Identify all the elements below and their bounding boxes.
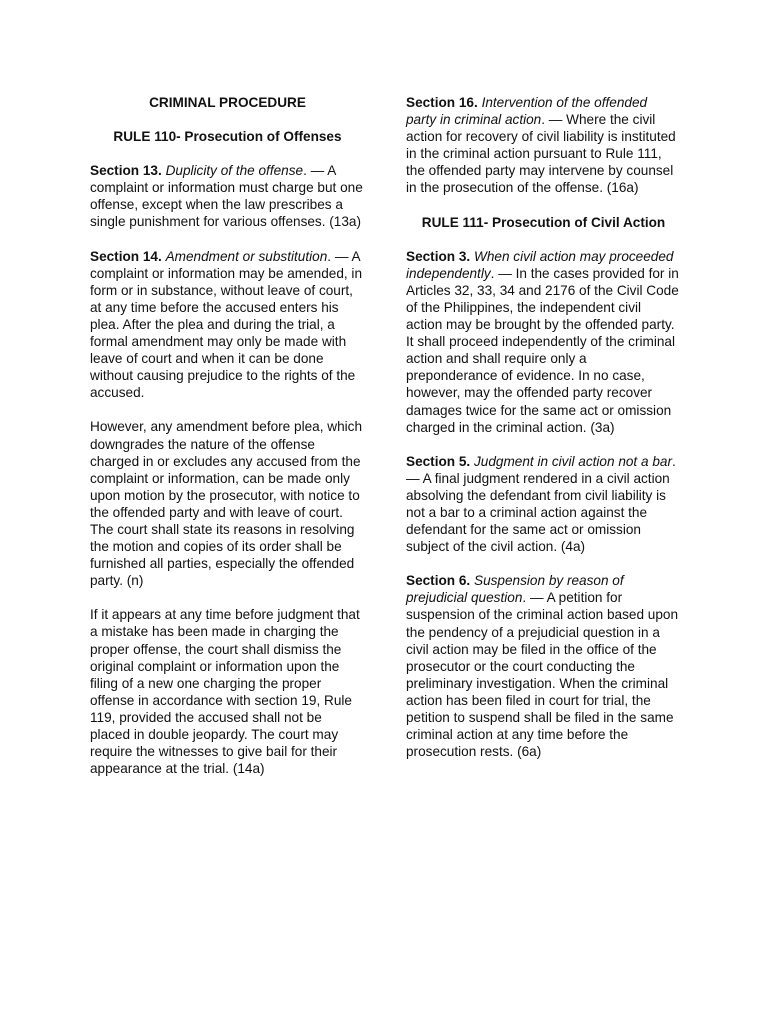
section-title: Suspension by reason of prejudicial question	[406, 573, 624, 606]
right-column	[406, 94, 681, 777]
document-title: CRIMINAL PROCEDURE	[149, 95, 306, 110]
section-label: Section 5.	[406, 453, 471, 469]
section-label: Section 14.	[90, 248, 162, 264]
section-label: Section 3.	[406, 248, 471, 264]
section-title: Duplicity of the offense	[165, 163, 304, 179]
section-13	[90, 162, 365, 230]
section-body: . — Where the civil action for recovery of civil liability is instituted in the criminal action pursuant to Rule 111, the offended party may intervene by counsel in the prosecution of the offense. (16a)	[406, 112, 676, 196]
section-title: Amendment or substitution	[165, 248, 328, 264]
section-14-paragraph: If it appears at any time before judgment that a mistake has been made in charging the proper offense, the court shall dismiss the original complaint or information upon the filing of a new one charging the proper offense in accordance with section 19, Rule 119, provided the accused shall not be placed in double jeopardy. The court may require the witnesses to give bail for their appearance at the trial. (14a)	[90, 607, 360, 777]
section-label: Section 6.	[406, 573, 471, 589]
section-body: . — A final judgment rendered in a civil action absolving the defendant from civil liability is not a bar to a criminal action against the defendant for the same act or omission subject of the civil action. (4a)	[406, 453, 676, 555]
section-body: . — A complaint or information may be amended, in form or in substance, without leave of court, at any time before the accused enters his plea. After the plea and during the trial, a formal amendment may only be made with leave of court and when it can be done without causing prejudice to the rights of the accused.	[90, 248, 363, 401]
section-body: . — A petition for suspension of the criminal action based upon the pendency of a prejudicial question in a civil action may be filed in the office of the prosecutor or the court conducting the preliminary investigation. When the criminal action has been filed in court for trial, the petition to suspend shall be filed in the same criminal action at any time before the prosecution rests. (6a)	[406, 590, 679, 760]
section-body: . — A complaint or information must charge but one offense, except when the law prescribes a single punishment for various offenses. (13a)	[90, 163, 363, 230]
rule-111-heading-prefix: RULE 111	[421, 214, 484, 230]
section-14-paragraph: However, any amendment before plea, which downgrades the nature of the offense charged in or excludes any accused from the complaint or information, can be made only upon motion by the prosecutor, with notice to the offended party and with leave of court. The court shall state its reasons in resolving the motion and copies of its order shall be furnished all parties, especially the offended party. (n)	[90, 419, 363, 589]
left-column	[90, 94, 365, 794]
section-5	[406, 453, 681, 556]
section-body: . — In the cases provided for in Articles 32, 33, 34 and 2176 of the Civil Code of the Philippines, the independent civil action may be brought by the offended party. It shall proceed independently of the criminal action and shall require only a preponderance of evidence. In no case, however, may the offended party recover damages twice for the same act or omission charged in the criminal action. (3a)	[406, 265, 679, 435]
rule-110-heading: RULE 110- Prosecution of Offenses	[113, 129, 342, 145]
section-6	[406, 572, 681, 760]
section-label: Section 16.	[406, 95, 478, 110]
section-title: Intervention of the offended party in criminal action	[406, 95, 648, 128]
section-label: Section 13.	[90, 163, 162, 179]
rule-111-heading	[406, 214, 681, 231]
rule-111-heading-rest: - Prosecution of Civil Action	[483, 214, 666, 230]
section-16	[406, 94, 681, 197]
section-title: Judgment in civil action not a bar	[474, 453, 672, 469]
section-3	[406, 248, 681, 436]
section-title: When civil action may proceeded independently	[406, 248, 674, 281]
section-14	[90, 248, 365, 402]
